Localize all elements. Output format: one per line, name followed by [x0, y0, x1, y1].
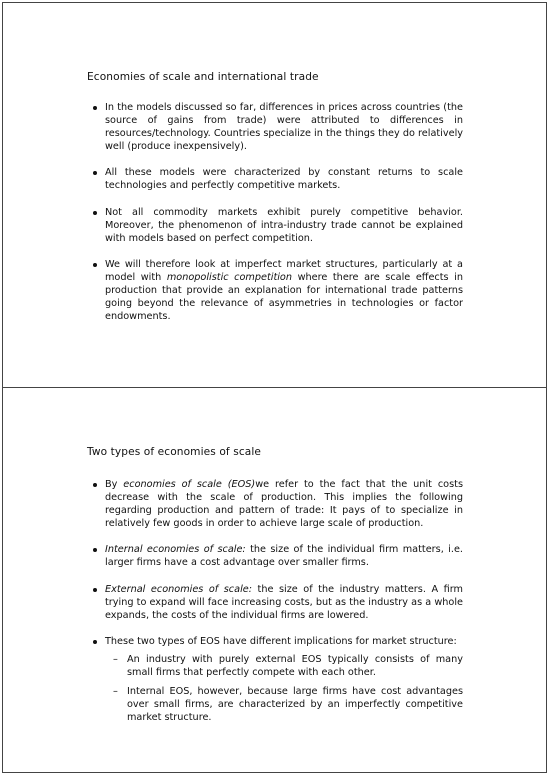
- bullet-text: All these models were characterized by constant returns to scale technologies and perfectly competitive markets.: [105, 167, 463, 192]
- bullet-text-pre: We will therefore look at imperfect market structures, particularly at a model with: [105, 258, 463, 283]
- bullet-item: [91, 258, 463, 323]
- bullet-text: In the models discussed so far, differences in prices across countries (the source of gains from trade) were attributed to differences in resources/technology. Countries specialize in the things they do relatively well (produce inexpensively).: [105, 102, 463, 153]
- bullet-item: [91, 101, 463, 153]
- sub-bullet-text: An industry with purely external EOS typically consists of many small firms that perfectly compete with each other.: [127, 653, 463, 679]
- slide-2: [2, 387, 547, 773]
- bullet-text-post: where there are scale effects in production that provide an explanation for international trade patterns going beyond the relevance of asymmetries in technologies or factor endowments.: [105, 271, 463, 323]
- bullet-text-emphasis: External economies of scale:: [105, 583, 252, 595]
- dash-icon: –: [113, 686, 118, 698]
- bullet-item: [91, 166, 463, 192]
- bullet-text: Not all commodity markets exhibit purely competitive behavior. Moreover, the phenomenon of intra-industry trade cannot be explained with models based on perfect competition.: [105, 206, 463, 244]
- bullet-item: [91, 206, 463, 245]
- bullet-dot-icon: [93, 548, 97, 552]
- bullet-dot-icon: [93, 211, 97, 215]
- slide-2-bullet-list: [91, 478, 463, 737]
- bullet-text-post: the size of the individual firm matters, i.e. larger firms have a cost advantage over smaller firms.: [105, 544, 463, 569]
- bullet-text-post: we refer to the fact that the unit costs decrease with the scale of production. This implies the following regarding production and pattern of trade: It pays of to specialize in relatively few goods in order to achieve large scale of production.: [105, 479, 463, 530]
- slide-1: [2, 2, 547, 388]
- slide-2-title: Two types of economies of scale: [87, 446, 262, 458]
- bullet-dot-icon: [93, 640, 97, 644]
- sub-bullet-list: [105, 653, 463, 724]
- slide-1-bullet-list: [91, 101, 463, 336]
- bullet-item: [91, 583, 463, 622]
- bullet-text-emphasis: Internal economies of scale:: [105, 544, 246, 556]
- sub-bullet-item: [105, 653, 463, 679]
- bullet-text-pre: By: [105, 479, 124, 490]
- sub-bullet-item: [105, 685, 463, 724]
- bullet-text-emphasis: monopolistic competition: [166, 271, 293, 283]
- bullet-dot-icon: [93, 106, 97, 110]
- bullet-dot-icon: [93, 263, 97, 267]
- bullet-item: [91, 478, 463, 530]
- bullet-dot-icon: [93, 588, 97, 592]
- slide-1-title: Economies of scale and international trade: [87, 71, 319, 83]
- bullet-text: These two types of EOS have different implications for market structure:: [105, 635, 457, 647]
- dash-icon: –: [113, 653, 118, 665]
- bullet-text-emphasis: economies of scale (EOS): [123, 479, 256, 490]
- bullet-text-post: the size of the industry matters. A firm trying to expand will face increasing costs, but as the industry as a whole expands, the costs of the individual firms are lowered.: [105, 583, 463, 621]
- bullet-dot-icon: [93, 171, 97, 175]
- bullet-item: [91, 543, 463, 569]
- bullet-dot-icon: [93, 483, 97, 487]
- sub-bullet-text: Internal EOS, however, because large firms have cost advantages over small firms, are characterized by an imperfectly competitive market structure.: [127, 686, 463, 724]
- bullet-item: [91, 635, 463, 725]
